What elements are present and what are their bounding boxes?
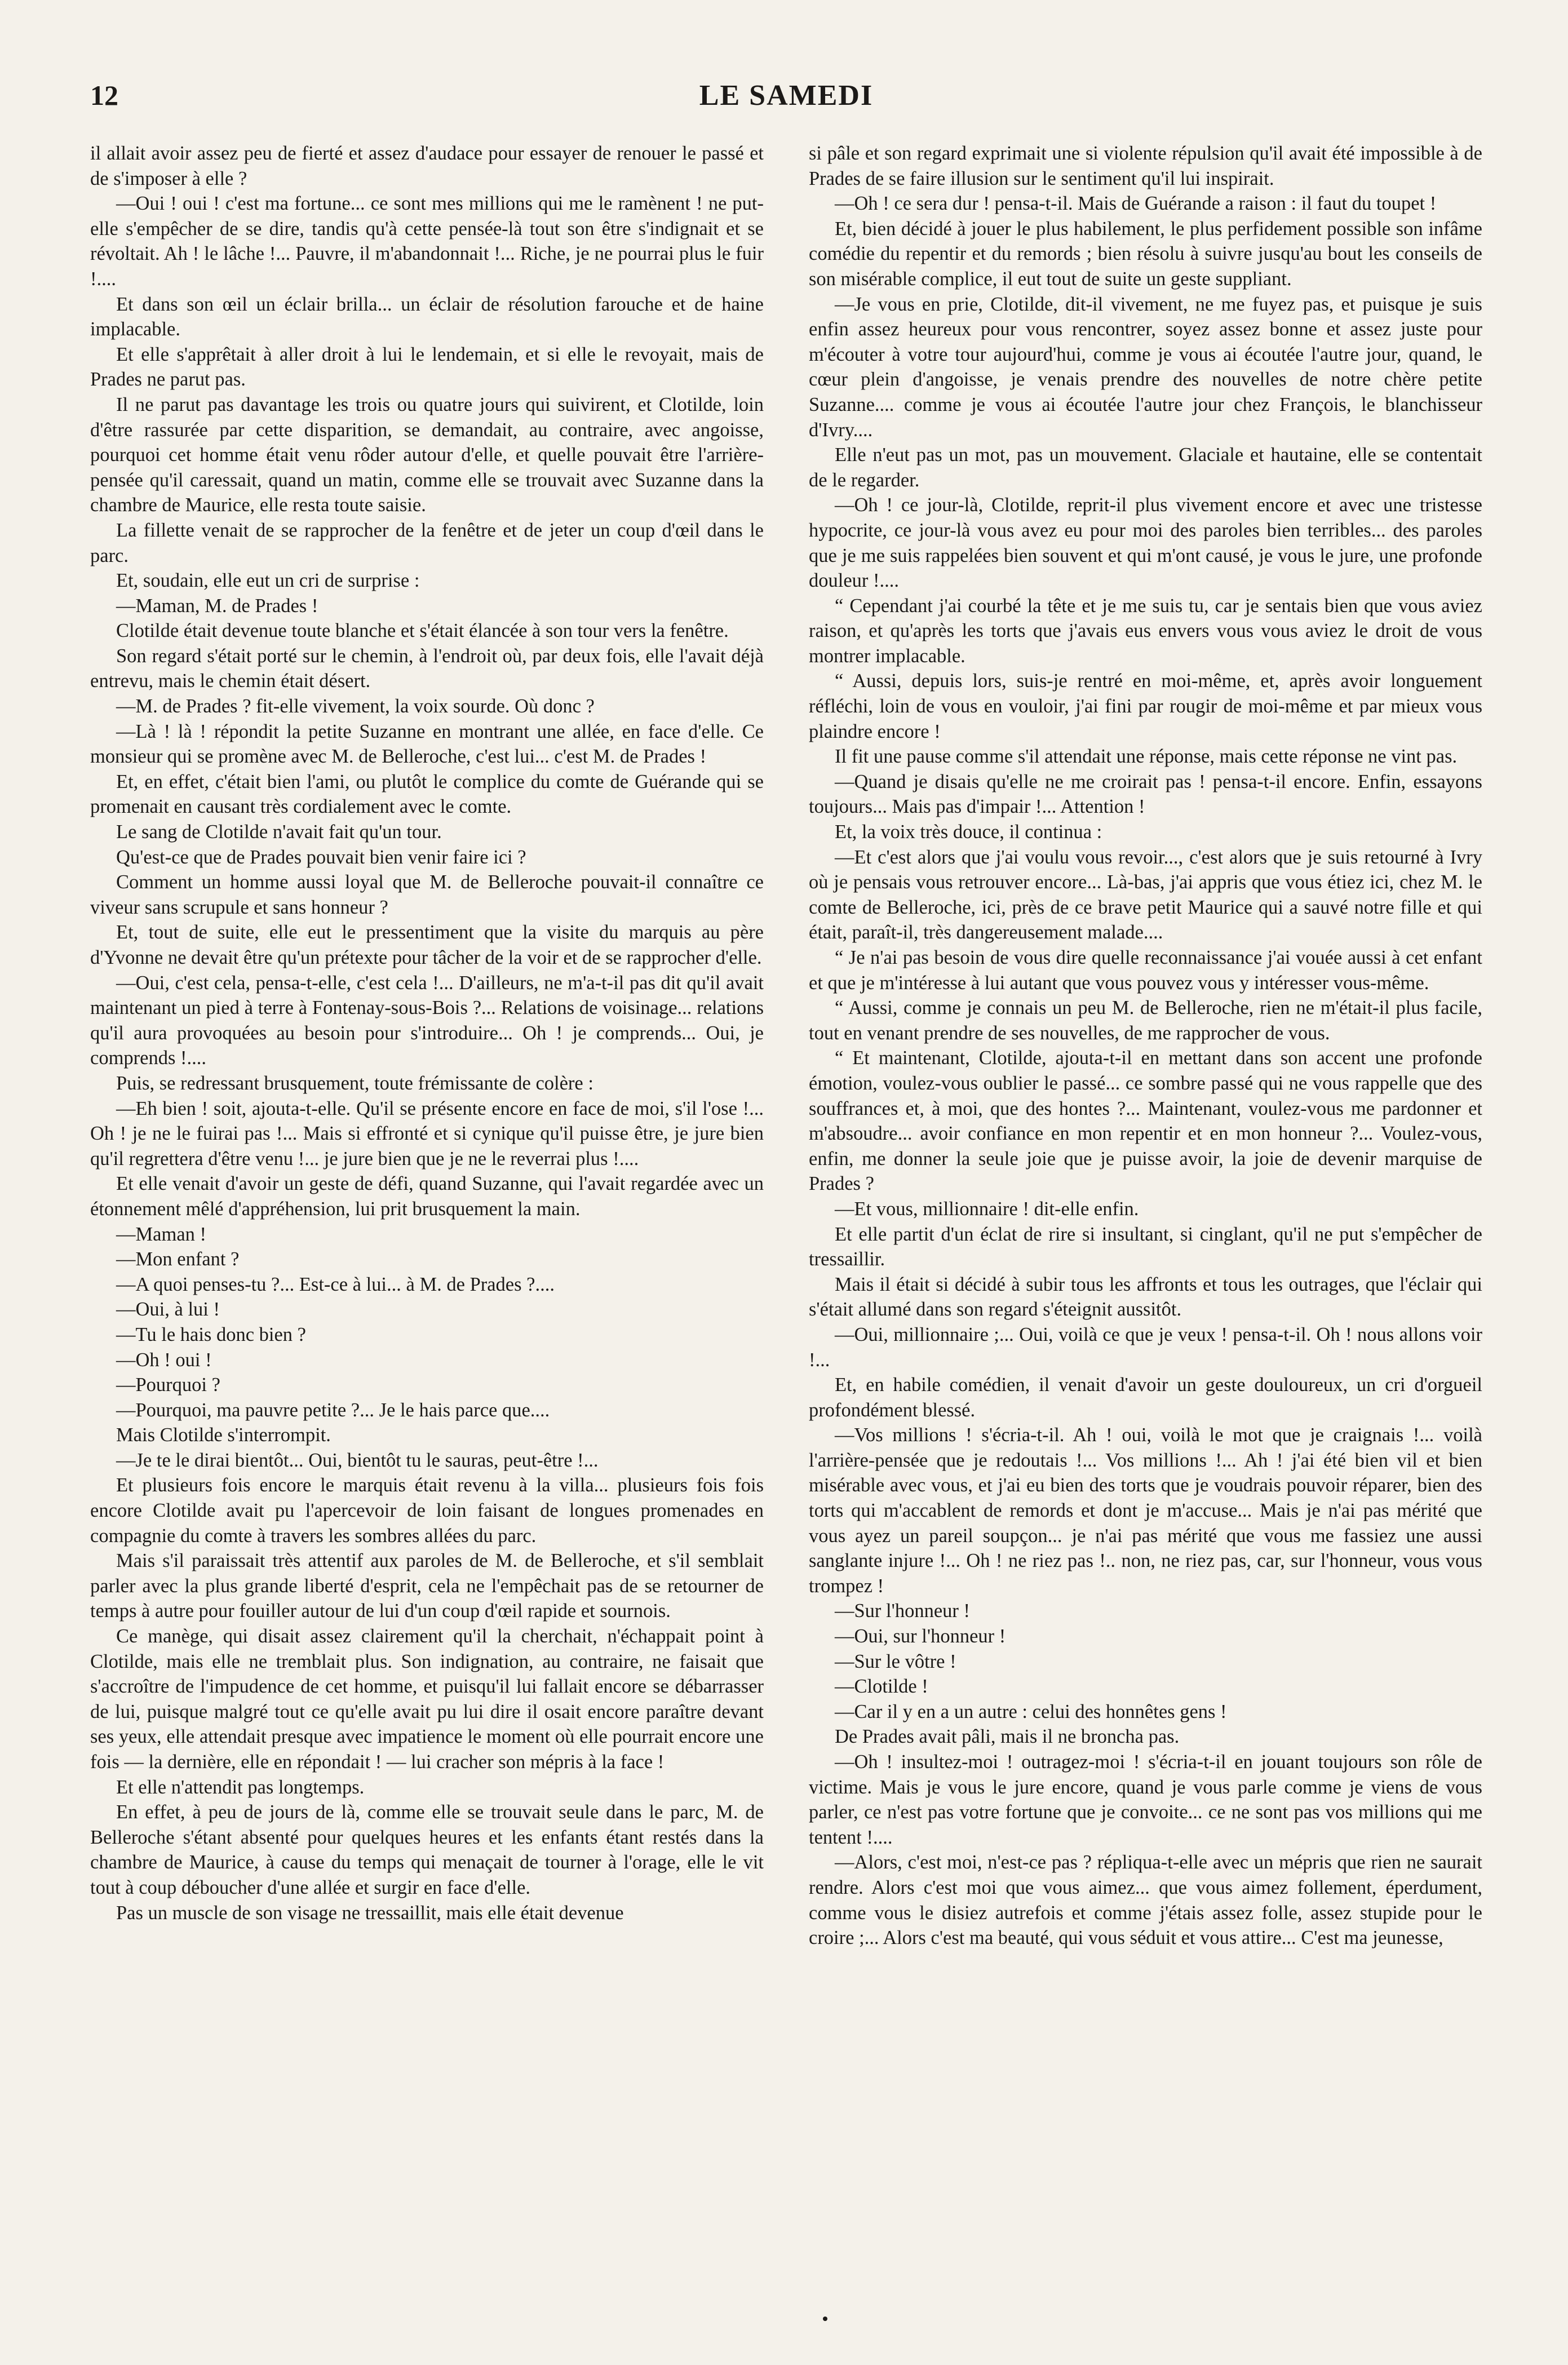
paragraph: —Maman ! [116, 1223, 207, 1245]
page-header [90, 79, 1482, 130]
paragraph: Mais Clotilde s'interrompit. [116, 1424, 331, 1446]
article-body [90, 141, 1482, 2305]
paragraph: —Car il y en a un autre : celui des honnêtes gens ! [835, 1700, 1227, 1722]
paragraph: De Prades avait pâli, mais il ne broncha pas. [835, 1726, 1180, 1748]
paragraph: —M. de Prades ? fit-elle vivement, la voix sourde. Où donc ? [116, 696, 595, 718]
paragraph: —Oui ! oui ! c'est ma fortune... ce sont mes millions qui me le ramènent ! ne put-elle s'empêcher de se dire, tandis qu'à cette pensée-là tout son être s'indignait et se révoltait. Ah ! le lâche !... Pauvre, il m'abandonnait !... Riche, je ne pourrai plus le fuir !.... [90, 193, 764, 290]
paragraph: Et, en effet, c'était bien l'ami, ou plutôt le complice du comte de Guérande qui se promenait en causant très cordialement avec le comte. [90, 770, 764, 818]
paragraph: —Pourquoi, ma pauvre petite ?... Je le hais parce que.... [116, 1399, 550, 1421]
paragraph: —Mon enfant ? [116, 1248, 240, 1270]
paragraph: —Pourquoi ? [116, 1374, 220, 1396]
paragraph: Pas un muscle de son visage ne tressaillit, mais elle était devenue [116, 1902, 624, 1924]
paragraph: Comment un homme aussi loyal que M. de Belleroche pouvait-il connaître ce viveur sans scrupule et sans honneur ? [90, 871, 764, 918]
text-column-left [90, 141, 764, 2305]
paragraph: —Sur le vôtre ! [835, 1650, 956, 1672]
paragraph: —Oh ! ce sera dur ! pensa-t-il. Mais de Guérande a raison : il faut du toupet ! [835, 193, 1437, 215]
paragraph: Et elle s'apprêtait à aller droit à lui le lendemain, et si elle le revoyait, mais de Prades ne parut pas. [90, 343, 764, 391]
paragraph: Le sang de Clotilde n'avait fait qu'un tour. [116, 821, 442, 843]
paragraph: —A quoi penses-tu ?... Est-ce à lui... à M. de Prades ?.... [116, 1273, 555, 1295]
paragraph: “ Aussi, depuis lors, suis-je rentré en moi-même, et, après avoir longuement réfléchi, loin de vous en vouloir, j'ai fini par rougir de moi-même et par mieux vous plaindre encore ! [809, 670, 1482, 742]
paragraph: —Tu le hais donc bien ? [116, 1323, 306, 1345]
paragraph: —Vos millions ! s'écria-t-il. Ah ! oui, voilà le mot que je craignais !... voilà l'arrière-pensée que je redoutais !... Vos millions !... Ah ! j'ai été bien vil et bien misérable avec vous, et j'ai eu bien des torts que je voudrais pouvoir réparer, bien des torts qui m'accablent de remords et dont je m'accuse... Mais je n'ai pas mérité que vous ayez un pareil soupçon... je n'ai pas mérité que vous me fassiez une aussi sanglante injure !... Oh ! ne riez pas !.. non, ne riez pas, car, sur l'honneur, vous vous trompez ! [809, 1424, 1482, 1597]
paragraph: —Oh ! ce jour-là, Clotilde, reprit-il plus vivement encore et avec une tristesse hypocrite, ce jour-là vous avez eu pour moi des paroles bien terribles... des paroles que je me suis rappelées bien souvent et qui m'ont causé, je vous le jure, une profonde douleur !.... [809, 494, 1482, 592]
paragraph: Mais s'il paraissait très attentif aux paroles de M. de Belleroche, et s'il semblait parler avec la plus grande liberté d'esprit, cela ne l'empêchait pas de se retourner de temps à autre pour fouiller autour de lui d'un coup d'œil rapide et sournois. [90, 1550, 764, 1622]
paragraph: Elle n'eut pas un mot, pas un mouvement. Glaciale et hautaine, elle se contentait de le regarder. [809, 444, 1482, 491]
paragraph: En effet, à peu de jours de là, comme elle se trouvait seule dans le parc, M. de Belleroche s'étant absenté pour quelques heures et les enfants étant restés dans la chambre de Maurice, à cause du temps qui menaçait de tourner à l'orage, elle le vit tout à coup déboucher d'une allée et surgir en face d'elle. [90, 1801, 764, 1898]
paragraph: Ce manège, qui disait assez clairement qu'il la cherchait, n'échappait point à Clotilde, mais elle ne tremblait plus. Son indignation, au contraire, ne faisait que s'accroître de l'impudence de cet homme, et puisqu'il lui fallait encore se débarrasser de lui, puisque malgré tout ce qu'elle avait pu lui dire il osait encore paraître devant ses yeux, elle attendait presque avec impatience le moment où elle pourrait encore une fois — la dernière, elle en répondait ! — lui cracher son mépris à la face ! [90, 1626, 764, 1773]
paragraph: Clotilde était devenue toute blanche et s'était élancée à son tour vers la fenêtre. [116, 620, 729, 642]
paragraph: —Sur l'honneur ! [835, 1600, 971, 1622]
paragraph: —Maman, M. de Prades ! [116, 595, 318, 617]
paragraph: Et, en habile comédien, il venait d'avoir un geste douloureux, un cri d'orgueil profondément blessé. [809, 1374, 1482, 1421]
paragraph: —Clotilde ! [835, 1676, 928, 1698]
paragraph: —Oui, c'est cela, pensa-t-elle, c'est cela !... D'ailleurs, ne m'a-t-il pas dit qu'il avait maintenant un pied à terre à Fontenay-sous-Bois ?... Relations de voisinage... relations qu'il aura provoquées au besoin pour s'introduire... Oh ! je comprends... Oui, je comprends !.... [90, 972, 764, 1069]
paragraph: Et plusieurs fois encore le marquis était revenu à la villa... plusieurs fois fois encore Clotilde avait pu l'apercevoir de loin faisant de longues promenades en compagnie du comte à travers les sombres allées du parc. [90, 1474, 764, 1547]
paragraph: Il fit une pause comme s'il attendait une réponse, mais cette réponse ne vint pas. [835, 746, 1458, 768]
paragraph: Et, bien décidé à jouer le plus habilement, le plus perfidement possible son infâme comédie du repentir et du remords ; bien résolu à suivre jusqu'au bout les conseils de son misérable complice, il eut tout de suite un geste suppliant. [809, 218, 1482, 290]
paragraph: —Là ! là ! répondit la petite Suzanne en montrant une allée, en face d'elle. Ce monsieur qui se promène avec M. de Belleroche, c'est lui... c'est M. de Prades ! [90, 720, 764, 768]
paragraph: “ Je n'ai pas besoin de vous dire quelle reconnaissance j'ai vouée aussi à cet enfant et que je m'intéresse à lui autant que vous pouvez vous y intéresser vous-même. [809, 947, 1482, 994]
paragraph: Et, la voix très douce, il continua : [835, 821, 1102, 843]
paragraph: Et elle venait d'avoir un geste de défi, quand Suzanne, qui l'avait regardée avec un étonnement mêlé d'appréhension, lui prit brusquement la main. [90, 1173, 764, 1220]
paragraph: “ Et maintenant, Clotilde, ajouta-t-il en mettant dans son accent une profonde émotion, voulez-vous oublier le passé... ce sombre passé qui ne vous rappelle que des souffrances et, à moi, que des hontes ?... Maintenant, voulez-vous me pardonner et m'absoudre... avoir confiance en mon repentir et en mon honneur ?... Voulez-vous, enfin, me donner la seule joie que je puisse avoir, la joie de devenir marquise de Prades ? [809, 1047, 1482, 1195]
paragraph: Et, soudain, elle eut un cri de surprise : [116, 570, 420, 592]
running-title: LE SAMEDI [699, 79, 874, 112]
paragraph: —Je te le dirai bientôt... Oui, bientôt tu le sauras, peut-être !... [116, 1449, 599, 1471]
paragraph: —Je vous en prie, Clotilde, dit-il vivement, ne me fuyez pas, et puisque je suis enfin assez heureux pour vous rencontrer, soyez assez bonne et assez juste pour m'écouter à votre tour aujourd'hui, comme je vous ai écoutée l'autre jour, quand, le cœur plein d'angoisse, je venais prendre des nouvelles de notre chère petite Suzanne.... comme je vous ai écoutée l'autre jour chez François, le blanchisseur d'Ivry.... [809, 293, 1482, 441]
page-number: 12 [90, 79, 118, 111]
paragraph: Puis, se redressant brusquement, toute frémissante de colère : [116, 1072, 593, 1094]
paragraph: —Eh bien ! soit, ajouta-t-elle. Qu'il se présente encore en face de moi, s'il l'ose !... Oh ! je ne le fuirai pas !... Mais si effronté et si cynique qu'il puisse être, je jure bien qu'il regrettera d'être venu !... je jure bien que je ne le reverrai plus !.... [90, 1097, 764, 1170]
paragraph: La fillette venait de se rapprocher de la fenêtre et de jeter un coup d'œil dans le parc. [90, 519, 764, 566]
paragraph: il allait avoir assez peu de fierté et assez d'audace pour essayer de renouer le passé et de s'imposer à elle ? [90, 143, 764, 189]
paragraph: si pâle et son regard exprimait une si violente répulsion qu'il avait été impossible à de Prades de se faire illusion sur le sentiment qu'il lui inspirait. [809, 143, 1482, 189]
paragraph: —Oh ! insultez-moi ! outragez-moi ! s'écria-t-il en jouant toujours son rôle de victime. Mais je vous le jure encore, quand je vous parle comme je viens de vous parler, ce n'est pas votre fortune que je convoite... ce ne sont pas vos millions qui me tentent !.... [809, 1751, 1482, 1848]
paragraph: Qu'est-ce que de Prades pouvait bien venir faire ici ? [116, 846, 526, 868]
paragraph: —Quand je disais qu'elle ne me croirait pas ! pensa-t-il encore. Enfin, essayons toujours... Mais pas d'impair !... Attention ! [809, 770, 1482, 818]
paragraph: —Et vous, millionnaire ! dit-elle enfin. [835, 1198, 1139, 1220]
paragraph: Son regard s'était porté sur le chemin, à l'endroit où, par deux fois, elle l'avait déjà entrevu, mais le chemin était désert. [90, 645, 764, 692]
paragraph: Et elle partit d'un éclat de rire si insultant, si cinglant, qu'il ne put s'empêcher de tressaillir. [809, 1223, 1482, 1270]
text-column-right [809, 141, 1482, 2305]
ink-dot [823, 2317, 827, 2321]
paragraph: Et dans son œil un éclair brilla... un éclair de résolution farouche et de haine implacable. [90, 293, 764, 340]
paragraph: Il ne parut pas davantage les trois ou quatre jours qui suivirent, et Clotilde, loin d'être rassurée par cette disparition, se demandait, au contraire, avec angoisse, pourquoi cet homme était venu rôder autour d'elle, et quelle pouvait être l'arrière-pensée qu'il caressait, quand un matin, comme elle se trouvait avec Suzanne dans la chambre de Maurice, elle resta toute saisie. [90, 393, 764, 516]
paragraph: “ Cependant j'ai courbé la tête et je me suis tu, car je sentais bien que vous aviez raison, et qu'après les torts que j'avais eus envers vous vous aviez le droit de vous montrer implacable. [809, 595, 1482, 667]
paragraph: —Oui, millionnaire ;... Oui, voilà ce que je veux ! pensa-t-il. Oh ! nous allons voir !... [809, 1323, 1482, 1371]
paragraph: “ Aussi, comme je connais un peu M. de Belleroche, rien ne m'était-il plus facile, tout en venant prendre de ses nouvelles, de me rapprocher de vous. [809, 997, 1482, 1044]
paragraph: —Et c'est alors que j'ai voulu vous revoir..., c'est alors que je suis retourné à Ivry où je pensais vous retrouver encore... Là-bas, j'ai appris que vous étiez ici, chez M. le comte de Belleroche, ici, près de ce brave petit Maurice qui a sauvé notre fille et qui était, paraît-il, très dangereusement malade.... [809, 846, 1482, 944]
paragraph: —Oh ! oui ! [116, 1349, 212, 1371]
paragraph: Et elle n'attendit pas longtemps. [116, 1776, 365, 1798]
paragraph: —Oui, à lui ! [116, 1299, 220, 1321]
paragraph: —Oui, sur l'honneur ! [835, 1626, 1006, 1647]
paragraph: Et, tout de suite, elle eut le pressentiment que la visite du marquis au père d'Yvonne ne devait être qu'un prétexte pour tâcher de la voir et de se rapprocher d'elle. [90, 922, 764, 968]
paragraph: Mais il était si décidé à subir tous les affronts et tous les outrages, que l'éclair qui s'était allumé dans son regard s'éteignit aussitôt. [809, 1273, 1482, 1321]
paragraph: —Alors, c'est moi, n'est-ce pas ? répliqua-t-elle avec un mépris que rien ne saurait rendre. Alors c'est moi que vous aimez... que vous aimez follement, éperdument, comme vous le disiez autrefois et comme j'étais assez folle, assez stupide pour le croire ;... Alors c'est ma beauté, qui vous séduit et vous attire... C'est ma jeunesse, [809, 1852, 1482, 1949]
